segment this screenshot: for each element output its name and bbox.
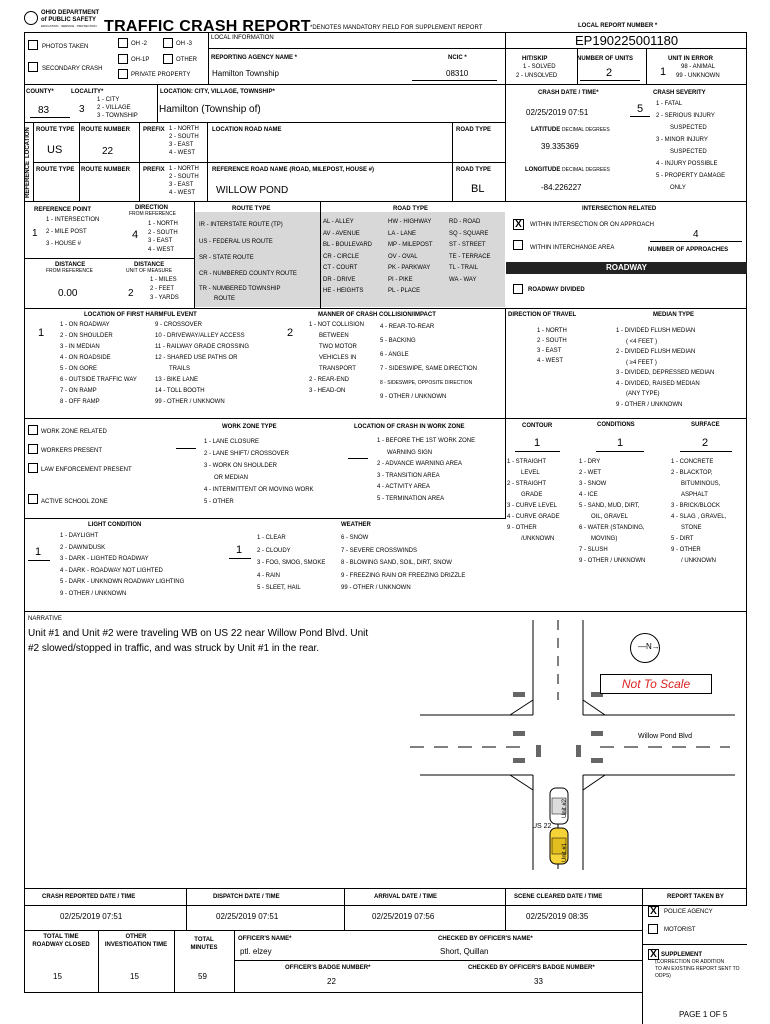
not-to-scale-box: Not To Scale [600, 674, 712, 694]
reporting-agency-label: REPORTING AGENCY NAME * [211, 55, 298, 61]
units-value: 2 [606, 67, 613, 79]
road-type-label: ROAD TYPE [393, 206, 429, 212]
logo-line2: of PUBLIC SAFETY [41, 17, 96, 23]
arrival-label: ARRIVAL DATE / TIME [374, 894, 437, 900]
oh3-label: OH -3 [176, 41, 193, 47]
unit1-label: Unit #1 [562, 842, 568, 862]
roadway-divided-checkbox[interactable] [513, 284, 523, 294]
direction-sub: FROM REFERENCE [129, 211, 176, 217]
light-options: 1 - DAYLIGHT 2 - DAWN/DUSK 3 - DARK - LIGHTED ROADWAY 4 - DARK - ROADWAY NOT LIGHTED 5 - DARK - UNKNOWN ROADWAY LIGHTING 9 - OTHER / UNKNOWN [60, 533, 185, 597]
crash-loc-workzone-label: LOCATION OF CRASH IN WORK ZONE [354, 424, 465, 430]
loc-route-type-label: ROUTE TYPE [36, 127, 75, 133]
within-interchange-label: WITHIN INTERCHANGE AREA [530, 245, 615, 251]
workers-present-checkbox[interactable] [28, 444, 38, 454]
road-types-col2: HW - HIGHWAY LA - LANE MP - MILEPOST OV - OVAL PK - PARKWAY PI - PIKE PL - PLACE [388, 219, 433, 294]
location-label: LOCATION: CITY, VILLAGE, TOWNSHIP* [160, 89, 275, 95]
within-intersection-label: WITHIN INTERSECTION OR ON APPROACH [530, 222, 655, 228]
route-type-us: US - FEDERAL US ROUTE [199, 239, 273, 245]
loc-prefix-label: PREFIX [143, 127, 165, 133]
badge-label: OFFICER'S BADGE NUMBER* [285, 965, 371, 971]
report-title: TRAFFIC CRASH REPORT [104, 18, 311, 35]
mandatory-note: *DENOTES MANDATORY FIELD FOR SUPPLEMENT REPORT [310, 25, 483, 31]
crash-date-label: CRASH DATE / TIME* [538, 90, 599, 96]
reference-side-label: REFERENCE [25, 160, 31, 198]
light-value: 1 [35, 546, 42, 558]
narrative-line2: #2 slowed/stopped in traffic, and was struck by Unit #1 in the rear. [28, 643, 320, 654]
surface-label: SURFACE [691, 422, 720, 428]
loc-road-type-label: ROAD TYPE [456, 127, 492, 133]
ncic-value: 08310 [446, 69, 469, 78]
weather-col1: 1 - CLEAR 2 - CLOUDY 3 - FOG, SMOG, SMOKE 4 - RAIN 5 - SLEET, HAIL [257, 535, 326, 591]
severity-value: 5 [637, 103, 644, 115]
severity-options: 1 - FATAL 2 - SERIOUS INJURY SUSPECTED 3 - MINOR INJURY SUSPECTED 4 - INJURY POSSIBLE 5 - PROPERTY DAMAGE ONLY [656, 101, 726, 191]
ref-road-name-value: WILLOW POND [216, 185, 289, 196]
surface-value: 2 [702, 437, 709, 449]
distance-value: 0.00 [58, 288, 78, 299]
oh2-label: OH -2 [131, 41, 148, 47]
loc-route-type-value: US [47, 144, 63, 156]
secondary-crash-label: SECONDARY CRASH [42, 66, 103, 72]
law-enforcement-checkbox[interactable] [28, 463, 38, 473]
oh3-checkbox[interactable] [163, 38, 173, 48]
ref-prefix-label: PREFIX [143, 167, 165, 173]
refpoint-label: REFERENCE POINT [34, 207, 92, 213]
refpoint-options: 1 - INTERSECTION 2 - MILE POST 3 - HOUSE # [46, 217, 100, 247]
badge-value: 22 [327, 977, 336, 986]
loc-prefix-options: 1 - NORTH 2 - SOUTH 3 - EAST 4 - WEST [169, 126, 199, 156]
cleared-label: SCENE CLEARED DATE / TIME [514, 894, 603, 900]
route-type-ir: IR - INTERSTATE ROUTE (TP) [199, 222, 283, 228]
logo-line3: EDUCATION · SERVICE · PROTECTION [41, 24, 97, 28]
school-zone-label: ACTIVE SCHOOL ZONE [41, 499, 108, 505]
within-interchange-checkbox[interactable] [513, 240, 523, 250]
route-type-cr: CR - NUMBERED COUNTY ROUTE [199, 271, 297, 277]
oh2-checkbox[interactable] [118, 38, 128, 48]
roadway-divided-label: ROADWAY DIVIDED [528, 287, 585, 293]
work-zone-related-checkbox[interactable] [28, 425, 38, 435]
crash-loc-workzone-opts: 1 - BEFORE THE 1ST WORK ZONE WARNING SIGN 2 - ADVANCE WARNING AREA 3 - TRANSITION AREA 4 - ACTIVITY AREA 5 - TERMINATION AREA [377, 438, 476, 502]
unit-error-opt2: 99 - UNKNOWN [676, 73, 720, 79]
officer-name-value: ptl. elzey [240, 947, 272, 956]
page-number: PAGE 1 OF 5 [679, 1010, 728, 1019]
loc-route-number-label: ROUTE NUMBER [81, 127, 130, 133]
harmful-col2: 9 - CROSSOVER 10 - DRIVEWAY/ALLEY ACCESS 11 - RAILWAY GRADE CROSSING 12 - SHARED USE PATHS OR TRAILS 13 - BIKE LANE 14 - TOLL BOOTH 99 - OTHER / UNKNOWN [155, 322, 250, 405]
local-report-number: EP190225001180 [575, 33, 679, 48]
ref-prefix-options: 1 - NORTH 2 - SOUTH 3 - EAST 4 - WEST [169, 166, 199, 196]
road-label: US 22 [532, 823, 552, 830]
dist-unit-sub: UNIT OF MEASURE [126, 268, 173, 274]
location-side-label: LOCATION [25, 127, 31, 158]
locality-value: 3 [79, 104, 85, 115]
work-zone-related-label: WORK ZONE RELATED [41, 429, 107, 435]
reported-label: CRASH REPORTED DATE / TIME [42, 894, 136, 900]
harmful-label: LOCATION OF FIRST HARMFUL EVENT [84, 312, 197, 318]
other-inv-label: OTHER INVESTIGATION TIME [104, 934, 168, 948]
total-minutes-label: TOTAL MINUTES [190, 937, 218, 951]
distance-label: DISTANCE [55, 262, 86, 268]
ref-road-type-value: BL [471, 183, 485, 195]
refpoint-value: 1 [32, 228, 38, 239]
dist-unit-label: DISTANCE [134, 262, 165, 268]
manner-col2: 4 - REAR-TO-REAR 5 - BACKING 6 - ANGLE 7 - SIDESWIPE, SAME DIRECTION 8 - SIDESWIPE, OPPOSITE DIRECTION 9 - OTHER / UNKNOWN [380, 324, 478, 400]
oh1p-checkbox[interactable] [118, 54, 128, 64]
supplement-checkbox[interactable]: X [648, 949, 659, 960]
unit2-label: Unit #2 [562, 798, 568, 818]
county-value: 83 [38, 105, 50, 116]
intersection-related-label: INTERSECTION RELATED [582, 206, 657, 212]
ref-road-type-label: ROAD TYPE [456, 167, 492, 173]
local-report-label: LOCAL REPORT NUMBER * [578, 23, 658, 29]
unit-error-opt1: 98 - ANIMAL [681, 64, 716, 70]
school-zone-checkbox[interactable] [28, 494, 38, 504]
photos-taken-label: PHOTOS TAKEN [42, 44, 89, 50]
county-label: COUNTY* [26, 89, 54, 95]
local-info-label: LOCAL INFORMATION [211, 35, 274, 41]
conditions-options: 1 - DRY 2 - WET 3 - SNOW 4 - ICE 5 - SAND, MUD, DIRT, OIL, GRAVEL 6 - WATER (STANDING, MOVING) 7 - SLUSH 9 - OTHER / UNKNOWN [579, 459, 646, 564]
loc-route-number-value: 22 [102, 146, 114, 157]
severity-label: CRASH SEVERITY [653, 90, 706, 96]
road-types-col1: AL - ALLEY AV - AVENUE BL - BOULEVARD CR - CIRCLE CT - COURT DR - DRIVE HE - HEIGHTS [323, 219, 373, 294]
motorist-label: MOTORIST [664, 927, 696, 933]
median-options: 1 - DIVIDED FLUSH MEDIAN ( <4 FEET ) 2 - DIVIDED FLUSH MEDIAN ( ≥4 FEET ) 3 - DIVIDED, DEPRESSED MEDIAN 4 - DIVIDED, RAISED MEDIAN (ANY TYPE) 9 - OTHER / UNKNOWN [616, 328, 715, 408]
total-time-label: TOTAL TIME ROADWAY CLOSED [32, 934, 90, 948]
work-zone-type-label: WORK ZONE TYPE [222, 424, 277, 430]
checked-by-value: Short, Quillan [440, 947, 489, 956]
weather-value: 1 [236, 544, 243, 556]
road-types-col3: RD - ROAD SQ - SQUARE ST - STREET TE - TERRACE TL - TRAIL WA - WAY [449, 219, 491, 283]
latitude-value: 39.335369 [541, 142, 579, 151]
law-enforcement-label: LAW ENFORCEMENT PRESENT [41, 467, 132, 473]
weather-label: WEATHER [341, 522, 371, 528]
street-label: Willow Pond Blvd [638, 733, 693, 740]
total-time-value: 15 [53, 972, 62, 981]
direction-label: DIRECTION [135, 205, 168, 211]
private-property-checkbox[interactable] [118, 69, 128, 79]
unit-error-value: 1 [660, 66, 667, 78]
locality-opt2: 2 - VILLAGE [97, 105, 131, 111]
officer-name-label: OFFICER'S NAME* [238, 936, 292, 942]
contour-options: 1 - STRAIGHT LEVEL 2 - STRAIGHT GRADE 3 - CURVE LEVEL 4 - CURVE GRADE 9 - OTHER /UNKNOWN [507, 459, 560, 542]
supplement-label: SUPPLEMENT [661, 952, 703, 958]
logo-line1: OHIO DEPARTMENT [41, 10, 100, 16]
harmful-col1: 1 - ON ROADWAY 2 - ON SHOULDER 3 - IN MEDIAN 4 - ON ROADSIDE 5 - ON GORE 6 - OUTSIDE TRAFFIC WAY 7 - ON RAMP 8 - OFF RAMP [60, 322, 137, 405]
direction-options: 1 - NORTH 2 - SOUTH 3 - EAST 4 - WEST [148, 221, 178, 253]
location-value: Hamilton (Township of) [159, 104, 261, 115]
hitskip-opt1: 1 - SOLVED [523, 64, 556, 70]
median-label: MEDIAN TYPE [653, 312, 695, 318]
weather-col2: 6 - SNOW 7 - SEVERE CROSSWINDS 8 - BLOWING SAND, SOIL, DIRT, SNOW 9 - FREEZING RAIN OR FREEZING DRIZZLE 99 - OTHER / UNKNOWN [341, 535, 466, 591]
locality-label: LOCALITY* [71, 89, 104, 95]
direction-travel-label: DIRECTION OF TRAVEL [508, 312, 577, 318]
direction-travel-options: 1 - NORTH 2 - SOUTH 3 - EAST 4 - WEST [537, 328, 567, 364]
crash-diagram [400, 620, 745, 885]
within-intersection-checkbox[interactable]: X [513, 219, 524, 230]
longitude-value: -84.226227 [541, 183, 582, 192]
workers-present-label: WORKERS PRESENT [41, 448, 103, 454]
route-type-label: ROUTE TYPE [232, 206, 271, 212]
checked-by-label: CHECKED BY OFFICER'S NAME* [438, 936, 533, 942]
conditions-value: 1 [617, 437, 624, 449]
conditions-label: CONDITIONS [597, 422, 635, 428]
route-type-tr: TR - NUMBERED TOWNSHIP [199, 286, 281, 292]
hitskip-opt2: 2 - UNSOLVED [516, 73, 558, 79]
roadway-header: ROADWAY [506, 262, 747, 274]
ref-road-name-label: REFERENCE ROAD NAME (ROAD, MILEPOST, HOUSE #) [212, 167, 375, 173]
agency-logo [24, 9, 102, 31]
motorist-checkbox[interactable] [648, 924, 658, 934]
contour-value: 1 [534, 437, 541, 449]
police-agency-label: POLICE AGENCY [664, 909, 713, 915]
manner-value: 2 [287, 327, 294, 339]
supplement-note: (CORRECTION OR ADDITION TO AN EXISTING REPORT SENT TO ODPS) [655, 959, 740, 979]
units-label: NUMBER OF UNITS [577, 56, 633, 62]
manner-col1: 1 - NOT COLLISION BETWEEN TWO MOTOR VEHICLES IN TRANSPORT 2 - REAR-END 3 - HEAD-ON [309, 322, 364, 394]
oh1p-label: OH-1P [131, 57, 150, 63]
locality-opt1: 1 - CITY [97, 97, 120, 103]
dist-unit-value: 2 [128, 288, 134, 299]
locality-opt3: 3 - TOWNSHIP [97, 113, 138, 119]
route-type-route: ROUTE [214, 296, 235, 302]
work-zone-types: 1 - LANE CLOSURE 2 - LANE SHIFT/ CROSSOVER 3 - WORK ON SHOULDER OR MEDIAN 4 - INTERMITTENT OR MOVING WORK 5 - OTHER [204, 439, 314, 505]
approaches-label: NUMBER OF APPROACHES [648, 247, 729, 253]
reported-value: 02/25/2019 07:51 [60, 912, 123, 921]
cleared-value: 02/25/2019 08:35 [526, 912, 589, 921]
hitskip-label: HIT/SKIP [522, 56, 548, 62]
manner-label: MANNER OF CRASH COLLISION/IMPACT [318, 312, 436, 318]
route-type-sr: SR - STATE ROUTE [199, 255, 254, 261]
latitude-label: LATITUDE DECIMAL DEGREES [531, 127, 610, 133]
narrative-label: NARRATIVE [28, 616, 62, 622]
report-by-label: REPORT TAKEN BY [667, 894, 724, 900]
other-inv-value: 15 [130, 972, 139, 981]
private-property-label: PRIVATE PROPERTY [131, 72, 191, 78]
distance-sub: FROM REFERENCE [46, 268, 93, 274]
dist-unit-options: 1 - MILES 2 - FEET 3 - YARDS [150, 277, 179, 301]
dispatch-label: DISPATCH DATE / TIME [213, 894, 280, 900]
secondary-crash-checkbox[interactable] [28, 62, 38, 72]
seal-icon [24, 11, 38, 25]
longitude-label: LONGITUDE DECIMAL DEGREES [525, 167, 610, 173]
other-checkbox[interactable] [163, 54, 173, 64]
light-label: LIGHT CONDITION [88, 522, 142, 528]
ref-route-type-label: ROUTE TYPE [36, 167, 75, 173]
approaches-value: 4 [693, 229, 699, 240]
photos-taken-checkbox[interactable] [28, 40, 38, 50]
narrative-line1: Unit #1 and Unit #2 were traveling WB on US 22 near Willow Pond Blvd. Unit [28, 628, 369, 639]
checked-badge-label: CHECKED BY OFFICER'S BADGE NUMBER* [468, 965, 595, 971]
police-agency-checkbox[interactable]: X [648, 906, 659, 917]
harmful-value: 1 [38, 327, 45, 339]
traffic-signal-icons [513, 692, 603, 763]
arrival-value: 02/25/2019 07:56 [372, 912, 435, 921]
dispatch-value: 02/25/2019 07:51 [216, 912, 279, 921]
total-minutes-value: 59 [198, 972, 207, 981]
loc-road-name-label: LOCATION ROAD NAME [212, 127, 282, 133]
unit-error-label: UNIT IN ERROR [668, 56, 713, 62]
direction-value: 4 [132, 229, 139, 241]
contour-label: CONTOUR [522, 423, 553, 429]
ref-route-number-label: ROUTE NUMBER [81, 167, 130, 173]
surface-options: 1 - CONCRETE 2 - BLACKTOP, BITUMINOUS, ASPHALT 3 - BRICK/BLOCK 4 - SLAG , GRAVEL, STONE 5 - DIRT 9 - OTHER / UNKNOWN [671, 459, 727, 564]
reporting-agency-value: Hamilton Township [212, 69, 279, 78]
ncic-label: NCIC * [448, 55, 467, 61]
crash-date-value: 02/25/2019 07:51 [526, 108, 589, 117]
other-label: OTHER [176, 57, 197, 63]
north-arrow-label: —N→ [638, 642, 660, 651]
checked-badge-value: 33 [534, 977, 543, 986]
